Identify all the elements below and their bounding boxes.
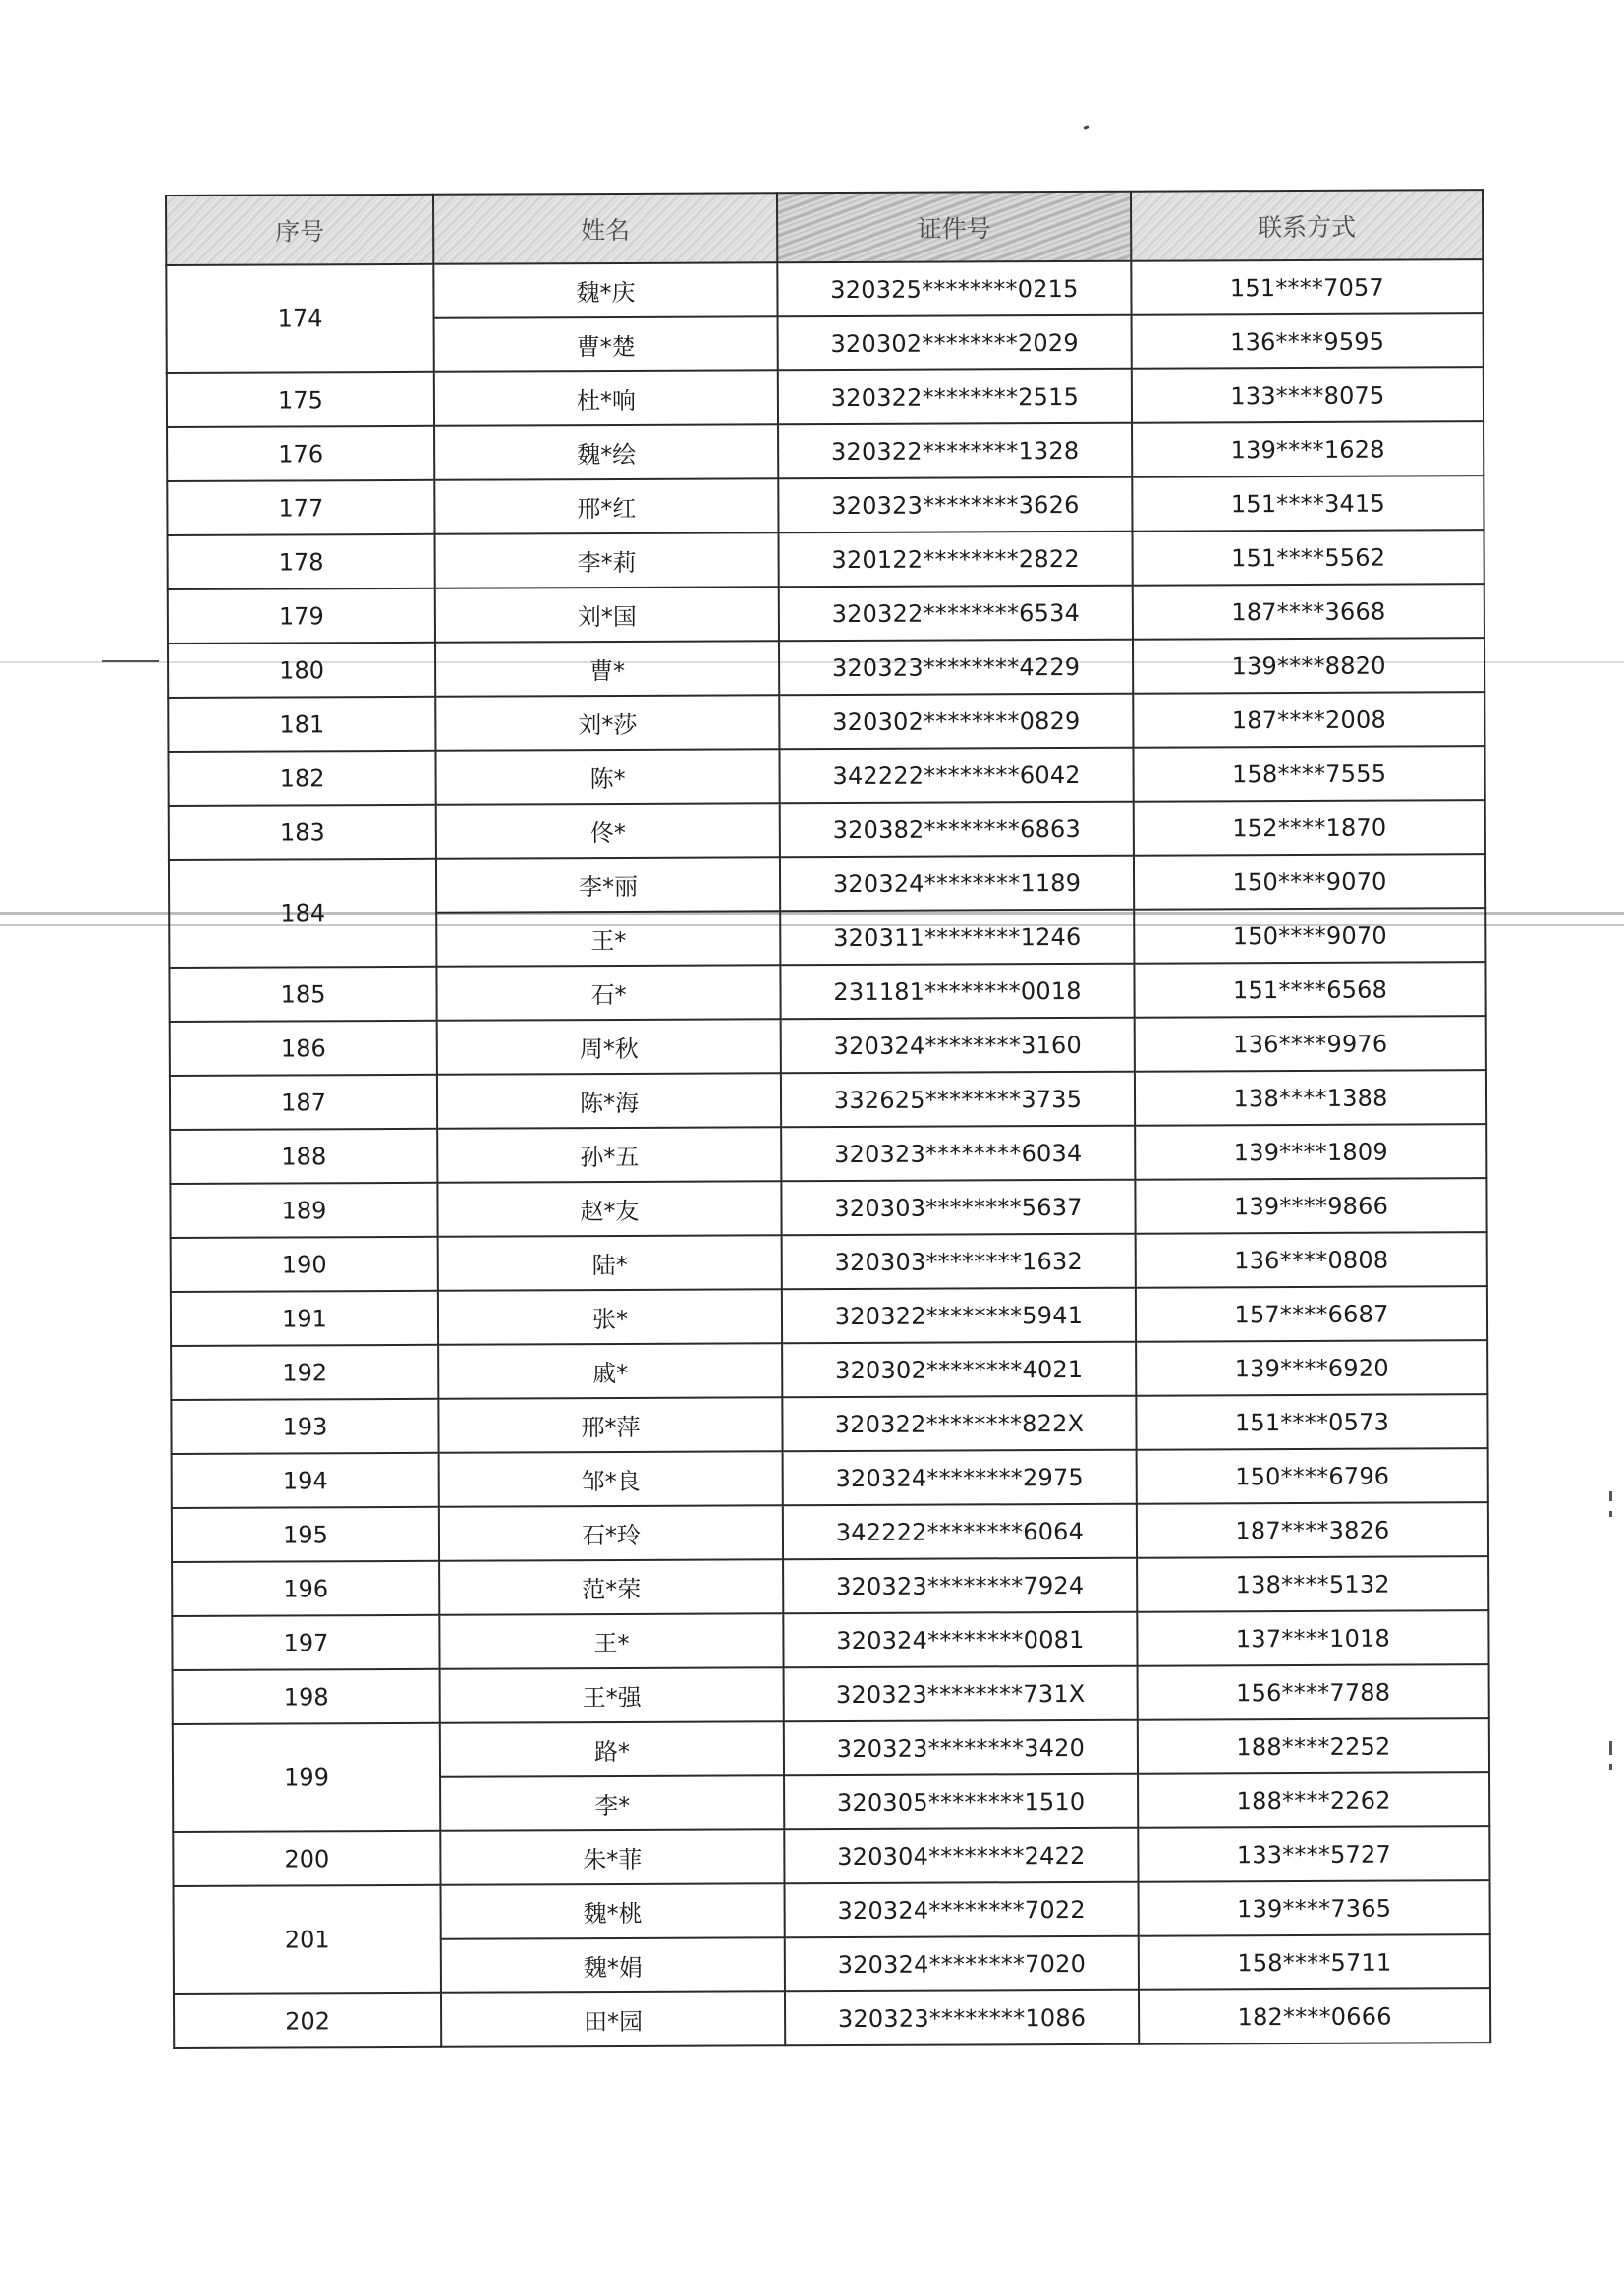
- margin-mark: [1609, 1741, 1612, 1755]
- table-row: [166, 259, 1483, 319]
- cell-name: 曹*楚: [434, 316, 778, 372]
- cell-name: 刘*国: [435, 587, 779, 643]
- cell-phone: 151****0573: [1136, 1394, 1487, 1450]
- cell-id: 320323********3420: [784, 1720, 1138, 1776]
- cell-id: 320324********7020: [785, 1936, 1139, 1992]
- cell-phone: 139****1809: [1135, 1124, 1486, 1180]
- cell-id: 320324********0081: [783, 1612, 1137, 1668]
- cell-name: 赵*友: [437, 1181, 781, 1237]
- cell-id: 320302********4021: [782, 1342, 1136, 1398]
- cell-seq: 196: [172, 1561, 439, 1616]
- cell-seq: 177: [167, 480, 434, 535]
- cell-phone: 138****1388: [1135, 1070, 1486, 1126]
- table-row: [171, 1394, 1487, 1454]
- cell-id: 320324********1189: [780, 856, 1134, 912]
- cell-phone: 133****8075: [1132, 367, 1484, 423]
- cell-seq: 192: [171, 1345, 438, 1400]
- cell-name: 周*秋: [437, 1019, 781, 1075]
- cell-seq: 187: [170, 1075, 437, 1130]
- cell-phone: 187****2008: [1133, 692, 1484, 748]
- cell-name: 路*: [440, 1721, 784, 1777]
- cell-id: 320303********5637: [781, 1180, 1135, 1236]
- header-id: 证件号: [777, 192, 1131, 263]
- cell-seq: 198: [173, 1669, 440, 1724]
- cell-seq: 184: [169, 859, 436, 968]
- cell-seq: 200: [173, 1831, 440, 1886]
- cell-name: 王*强: [440, 1667, 784, 1723]
- table-row: [170, 1016, 1486, 1076]
- table-row: [167, 476, 1484, 535]
- cell-id: 320324********2975: [783, 1450, 1137, 1506]
- cell-phone: 151****6568: [1134, 962, 1485, 1018]
- cell-seq: 178: [168, 534, 435, 589]
- cell-phone: 139****7365: [1139, 1880, 1490, 1936]
- header-name: 姓名: [433, 193, 777, 264]
- cell-seq: 176: [167, 426, 434, 481]
- table-row: [170, 1124, 1486, 1184]
- table-row: [169, 800, 1485, 860]
- table-row: [173, 1664, 1489, 1724]
- table-row: [174, 1880, 1490, 1940]
- cell-phone: 188****2262: [1138, 1772, 1489, 1828]
- cell-phone: 151****3415: [1132, 476, 1484, 532]
- cell-id: 320323********3626: [778, 477, 1132, 533]
- cell-name: 朱*菲: [440, 1829, 784, 1885]
- cell-id: 320302********2029: [778, 315, 1132, 371]
- cell-phone: 133****5727: [1138, 1826, 1489, 1882]
- cell-phone: 188****2252: [1138, 1718, 1489, 1774]
- cell-phone: 187****3668: [1133, 584, 1484, 640]
- cell-name: 陈*: [435, 749, 779, 805]
- cell-name: 魏*娟: [441, 1937, 785, 1993]
- cell-seq: 179: [168, 588, 435, 644]
- table-row: [168, 584, 1484, 644]
- table-row: [168, 692, 1484, 752]
- cell-name: 王*: [436, 911, 780, 967]
- cell-name: 范*荣: [439, 1559, 783, 1615]
- cell-seq: 174: [166, 264, 433, 373]
- cell-seq: 194: [172, 1453, 439, 1508]
- cell-seq: 182: [168, 751, 435, 806]
- cell-id: 320322********5941: [782, 1288, 1136, 1344]
- cell-id: 320325********0215: [777, 261, 1131, 317]
- cell-seq: 188: [170, 1129, 437, 1184]
- cell-id: 320324********3160: [781, 1018, 1135, 1074]
- cell-name: 魏*桃: [441, 1883, 785, 1939]
- cell-seq: 190: [171, 1237, 438, 1292]
- cell-seq: 189: [170, 1183, 437, 1238]
- table-row: [168, 638, 1484, 698]
- table-header: [166, 190, 1483, 265]
- cell-seq: 180: [168, 643, 435, 698]
- cell-id: 320303********1632: [782, 1234, 1136, 1290]
- cell-phone: 187****3826: [1137, 1502, 1488, 1558]
- header-phone: 联系方式: [1131, 190, 1483, 261]
- cell-id: 231181********0018: [780, 964, 1134, 1020]
- cell-phone: 156****7788: [1138, 1664, 1489, 1720]
- cell-id: 342222********6042: [779, 748, 1133, 804]
- cell-phone: 136****9595: [1132, 313, 1484, 369]
- cell-seq: 183: [169, 805, 436, 860]
- table-row: [173, 1718, 1489, 1778]
- cell-name: 陆*: [438, 1235, 782, 1291]
- cell-seq: 201: [174, 1885, 441, 1994]
- table-row: [170, 1070, 1486, 1130]
- table-row: [168, 530, 1484, 589]
- cell-id: 320122********2822: [779, 532, 1133, 588]
- cell-name: 邹*良: [439, 1451, 783, 1507]
- cell-phone: 182****0666: [1139, 1988, 1490, 2044]
- cell-id: 320323********7924: [783, 1558, 1137, 1614]
- cell-seq: 197: [172, 1615, 439, 1670]
- cell-id: 320322********6534: [779, 586, 1133, 642]
- cell-id: 320323********731X: [784, 1666, 1138, 1722]
- cell-id: 320302********0829: [779, 694, 1133, 750]
- cell-name: 杜*响: [434, 370, 778, 426]
- cell-id: 320323********1086: [785, 1990, 1139, 2046]
- table-row: [169, 854, 1485, 914]
- cell-id: 320322********1328: [778, 423, 1132, 479]
- cell-name: 邢*萍: [438, 1397, 782, 1453]
- margin-mark: [1609, 1491, 1612, 1501]
- cell-seq: 191: [171, 1291, 438, 1346]
- cell-name: 李*: [440, 1775, 784, 1831]
- cell-id: 332625********3735: [781, 1072, 1135, 1128]
- cell-phone: 139****9866: [1135, 1178, 1486, 1234]
- table-row: [172, 1448, 1488, 1508]
- header-row: [166, 190, 1483, 265]
- cell-name: 张*: [438, 1289, 782, 1345]
- cell-name: 魏*绘: [434, 424, 778, 480]
- table-row: [171, 1232, 1487, 1292]
- cell-phone: 136****9976: [1135, 1016, 1486, 1072]
- cell-id: 320324********7022: [785, 1882, 1139, 1938]
- stray-ink-mark: [1084, 125, 1090, 130]
- table-row: [171, 1286, 1487, 1346]
- cell-name: 曹*: [435, 641, 779, 697]
- cell-id: 320323********4229: [779, 640, 1133, 696]
- margin-mark: [1609, 1511, 1612, 1517]
- cell-phone: 150****9070: [1134, 908, 1485, 964]
- cell-phone: 151****5562: [1133, 530, 1484, 586]
- cell-id: 320322********2515: [778, 369, 1132, 425]
- cell-id: 342222********6064: [783, 1504, 1137, 1560]
- cell-id: 320323********6034: [781, 1126, 1135, 1182]
- table-row: [167, 367, 1484, 427]
- cell-name: 石*: [436, 965, 780, 1021]
- cell-name: 佟*: [436, 803, 780, 859]
- cell-name: 陈*海: [437, 1073, 781, 1129]
- cell-name: 王*: [439, 1613, 783, 1669]
- cell-id: 320305********1510: [784, 1774, 1138, 1830]
- cell-name: 田*园: [441, 1991, 785, 2047]
- cell-seq: 181: [168, 697, 435, 752]
- cell-seq: 193: [171, 1399, 438, 1454]
- margin-mark: [1609, 1764, 1612, 1770]
- table-row: [171, 1340, 1487, 1400]
- header-seq: 序号: [166, 195, 433, 265]
- margin-tick-mark: [102, 660, 159, 662]
- roster-table: [165, 189, 1491, 2049]
- cell-name: 刘*莎: [435, 695, 779, 751]
- cell-phone: 150****6796: [1137, 1448, 1488, 1504]
- cell-name: 石*玲: [439, 1505, 783, 1561]
- cell-name: 李*莉: [435, 532, 779, 588]
- cell-seq: 195: [172, 1507, 439, 1562]
- cell-phone: 151****7057: [1131, 259, 1483, 315]
- cell-phone: 157****6687: [1136, 1286, 1487, 1342]
- cell-id: 320311********1246: [780, 910, 1134, 966]
- cell-seq: 175: [167, 372, 434, 427]
- cell-phone: 137****1018: [1137, 1610, 1488, 1666]
- cell-name: 魏*庆: [433, 262, 777, 318]
- cell-name: 邢*红: [434, 478, 778, 534]
- cell-phone: 136****0808: [1136, 1232, 1487, 1288]
- table-row: [173, 1826, 1489, 1886]
- cell-phone: 139****6920: [1136, 1340, 1487, 1396]
- table-row: [167, 421, 1484, 481]
- cell-id: 320382********6863: [780, 802, 1134, 858]
- cell-seq: 199: [173, 1723, 440, 1832]
- cell-phone: 139****1628: [1132, 421, 1484, 477]
- cell-name: 孙*五: [437, 1127, 781, 1183]
- cell-id: 320304********2422: [784, 1828, 1138, 1884]
- cell-name: 戚*: [438, 1343, 782, 1399]
- cell-phone: 152****1870: [1134, 800, 1485, 856]
- cell-seq: 186: [170, 1021, 437, 1076]
- cell-phone: 158****5711: [1139, 1934, 1490, 1990]
- cell-seq: 185: [169, 967, 436, 1022]
- cell-name: 李*丽: [436, 857, 780, 913]
- cell-phone: 139****8820: [1133, 638, 1484, 694]
- cell-phone: 150****9070: [1134, 854, 1485, 910]
- table-body: [166, 259, 1490, 2048]
- table-row: [169, 962, 1485, 1022]
- table-row: [174, 1988, 1490, 2048]
- table-row: [172, 1556, 1488, 1616]
- cell-seq: 202: [174, 1993, 441, 2048]
- cell-phone: 138****5132: [1137, 1556, 1488, 1612]
- table-row: [170, 1178, 1486, 1238]
- cell-id: 320322********822X: [782, 1396, 1136, 1452]
- table-row: [172, 1610, 1488, 1670]
- table-row: [168, 746, 1484, 806]
- table-row: [172, 1502, 1488, 1562]
- cell-phone: 158****7555: [1133, 746, 1484, 802]
